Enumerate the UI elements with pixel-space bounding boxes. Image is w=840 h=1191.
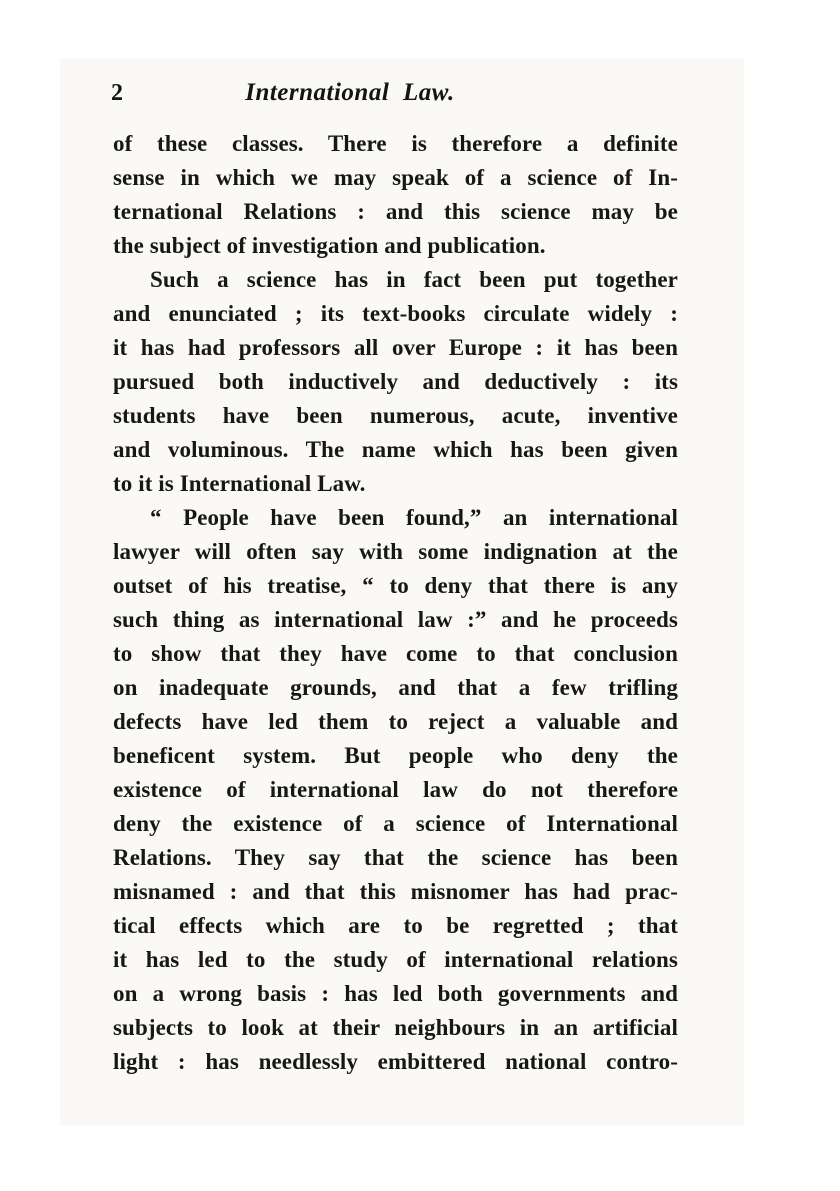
- text-line: ternational Relations : and this science may be: [113, 199, 678, 224]
- running-title: International Law.: [245, 79, 455, 106]
- text-line: pursued both inductively and deductively : its: [113, 369, 678, 394]
- text-line: defects have led them to reject a valuable and: [113, 709, 678, 734]
- text-line: lawyer will often say with some indignation at the: [113, 539, 678, 564]
- text-line: light : has needlessly embittered national contro-: [113, 1049, 678, 1074]
- text-line: to show that they have come to that conclusion: [113, 641, 678, 666]
- text-line: beneficent system. But people who deny the: [113, 743, 678, 768]
- text-line: on inadequate grounds, and that a few trifling: [113, 675, 678, 700]
- text-line: such thing as international law :” and he proceeds: [113, 607, 678, 632]
- text-line: the subject of investigation and publication.: [113, 233, 546, 258]
- text-line: and voluminous. The name which has been given: [113, 437, 678, 462]
- text-line: outset of his treatise, “ to deny that there is any: [113, 573, 678, 598]
- text-line: subjects to look at their neighbours in an artificial: [113, 1015, 678, 1040]
- text-line: on a wrong basis : has led both governments and: [113, 981, 678, 1006]
- text-line: tical effects which are to be regretted ; that: [113, 913, 678, 938]
- text-line: Relations. They say that the science has been: [113, 845, 678, 870]
- text-line: “ People have been found,” an international: [150, 505, 678, 530]
- text-line: students have been numerous, acute, inventive: [113, 403, 678, 428]
- text-line: to it is International Law.: [113, 471, 366, 496]
- text-line: it has led to the study of international relations: [113, 947, 678, 972]
- body-text: [113, 127, 678, 1079]
- text-line: sense in which we may speak of a science of In-: [113, 165, 678, 190]
- text-line: deny the existence of a science of International: [113, 811, 678, 836]
- text-line: Such a science has in fact been put together: [150, 267, 678, 292]
- text-line: of these classes. There is therefore a definite: [113, 131, 678, 156]
- text-line: and enunciated ; its text-books circulate widely :: [113, 301, 678, 326]
- text-line: misnamed : and that this misnomer has had prac-: [113, 879, 678, 904]
- text-line: it has had professors all over Europe : it has been: [113, 335, 678, 360]
- page-number: 2: [111, 80, 123, 106]
- text-line: existence of international law do not therefore: [113, 777, 678, 802]
